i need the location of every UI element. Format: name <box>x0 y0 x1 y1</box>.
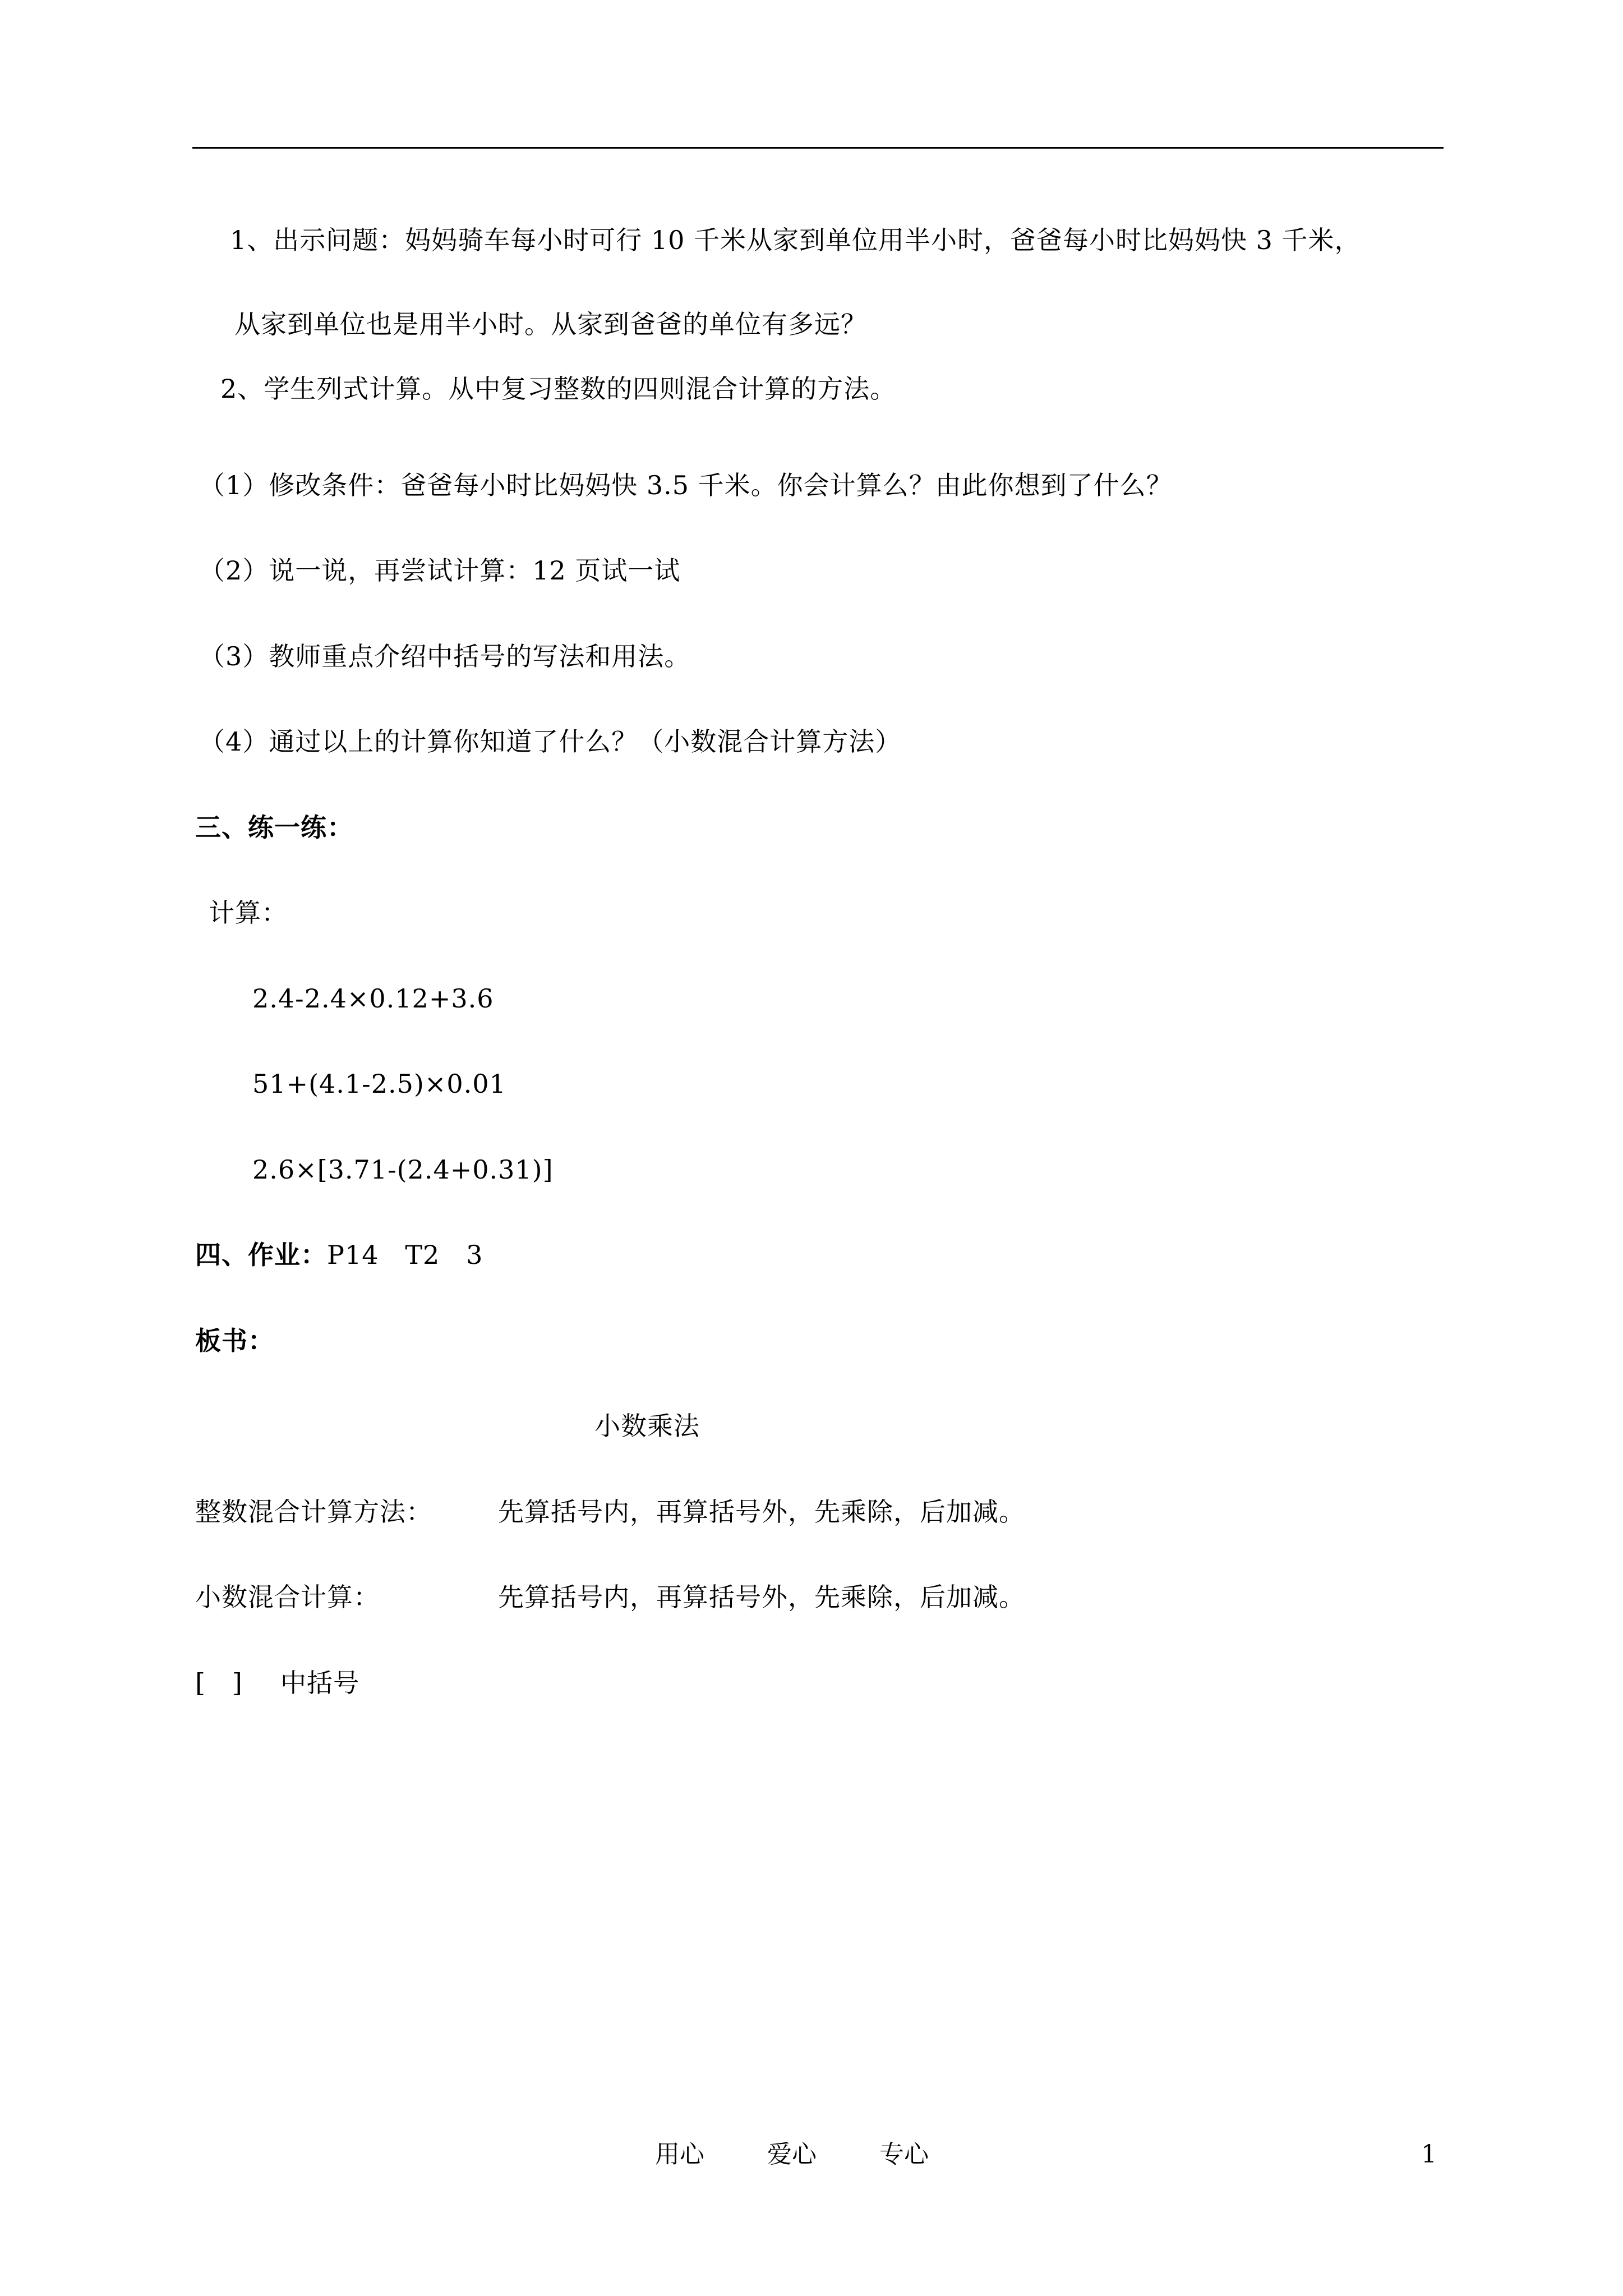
homework-line <box>195 1238 483 1272</box>
problem-line-2: 从家到单位也是用半小时。从家到爸爸的单位有多远？ <box>234 309 867 339</box>
board-row-1-content: 先算括号内，再算括号外，先乘除，后加减。 <box>498 1497 1025 1527</box>
practice-expression-1: 2.4-2.4×0.12+3.6 <box>252 983 494 1014</box>
sub-item-1: （1）修改条件：爸爸每小时比妈妈快 3.5 千米。你会计算么？由此你想到了什么？ <box>199 470 1173 500</box>
header-rule <box>192 147 1444 149</box>
practice-expression-2: 51+(4.1-2.5)×0.01 <box>252 1069 506 1099</box>
board-row-1-label: 整数混合计算方法： <box>195 1497 432 1527</box>
footer-item-3: 专心 <box>879 2140 929 2169</box>
board-row-2-label: 小数混合计算： <box>195 1582 380 1612</box>
board-row-2-content: 先算括号内，再算括号外，先乘除，后加减。 <box>498 1582 1025 1612</box>
board-title: 小数乘法 <box>594 1411 700 1441</box>
step-2: 2、学生列式计算。从中复习整数的四则混合计算的方法。 <box>220 374 897 404</box>
footer-item-2: 爱心 <box>767 2140 817 2169</box>
sub-item-4: （4）通过以上的计算你知道了什么？（小数混合计算方法） <box>199 726 902 757</box>
practice-label: 计算： <box>209 898 288 928</box>
homework-text: P14 T2 3 <box>327 1240 483 1270</box>
problem-line-1: 1、出示问题：妈妈骑车每小时可行 10 千米从家到单位用半小时，爸爸每小时比妈妈快 3 千米， <box>230 225 1361 255</box>
bracket-symbol: [ ] <box>195 1668 243 1698</box>
page-number: 1 <box>1421 2140 1437 2169</box>
board-heading: 板书： <box>195 1326 274 1356</box>
practice-expression-3: 2.6×[3.71-(2.4+0.31)] <box>252 1154 554 1185</box>
bracket-name: 中括号 <box>280 1668 359 1698</box>
sub-item-3: （3）教师重点介绍中括号的写法和用法。 <box>199 641 691 671</box>
sub-item-2: （2）说一说，再尝试计算：12 页试一试 <box>199 555 681 586</box>
homework-heading: 四、作业： <box>195 1240 327 1270</box>
footer-item-1: 用心 <box>655 2140 704 2169</box>
practice-heading: 三、练一练： <box>195 812 353 843</box>
